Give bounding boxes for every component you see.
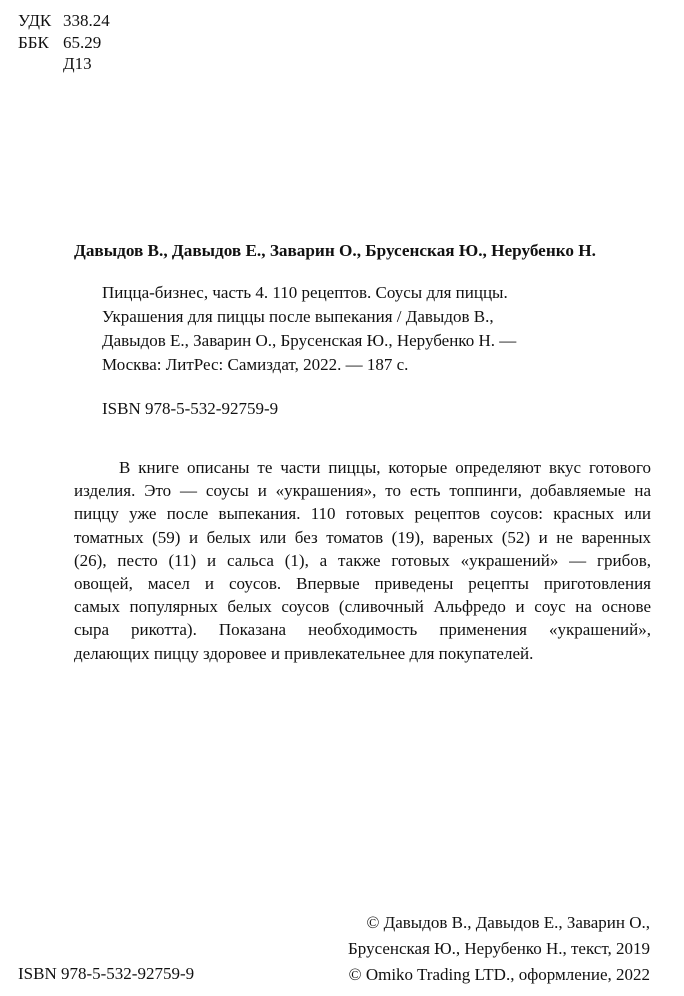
bib-line: Москва: ЛитРес: Самиздат, 2022. — 187 с. [102, 355, 409, 374]
abstract-line: сыра рикотта). Показана необходимость применения «украшений», [74, 620, 651, 640]
abstract-line: делающих пиццу здоровее и привлекательнее для покупателей. [74, 643, 534, 663]
bib-line: Давыдов Е., Заварин О., Брусенская Ю., Нерубенко Н. — [102, 331, 517, 350]
abstract-line: пиццу уже после выпекания. 110 готовых рецептов соусов: красных или [74, 504, 651, 524]
udk-value: 338.24 [63, 11, 110, 30]
copyright-line: © Давыдов В., Давыдов Е., Заварин О., [366, 913, 650, 932]
authors-heading: Давыдов В., Давыдов Е., Заварин О., Брусенская Ю., Нерубенко Н. [74, 241, 596, 260]
udk-row [18, 10, 110, 32]
abstract-line: самых популярных белых соусов (сливочный Альфредо и соус на основе [74, 597, 651, 617]
bbk-value: 65.29 [63, 32, 102, 52]
classification-block [18, 10, 110, 75]
abstract-line: томатных (59) и белых или без томатов (19), вареных (52) и не варенных [74, 527, 651, 547]
footer-isbn: ISBN 978-5-532-92759-9 [18, 964, 195, 983]
isbn: ISBN 978-5-532-92759-9 [102, 399, 279, 418]
abstract-line: В книге описаны те части пиццы, которые определяют вкус готового [119, 458, 651, 477]
abstract-line: (26), песто (11) и сальса (1), а также готовых «украшений» — грибов, [74, 550, 651, 570]
author-mark: Д13 [63, 54, 92, 73]
bib-line: Украшения для пиццы после выпекания / Давыдов В., [102, 307, 494, 326]
copyright-line: © Omiko Trading LTD., оформление, 2022 [348, 965, 650, 984]
udk-label: УДК [18, 11, 52, 30]
bibliographic-description [102, 281, 516, 377]
abstract [74, 456, 651, 665]
abstract-line: изделия. Это — соусы и «украшения», то есть топпинги, добавляемые на [74, 481, 651, 501]
bib-line: Пицца-бизнес, часть 4. 110 рецептов. Соусы для пиццы. [102, 283, 508, 302]
bbk-label: ББК [18, 32, 49, 52]
copyright-line: Брусенская Ю., Нерубенко Н., текст, 2019 [348, 939, 650, 958]
abstract-line: овощей, масел и соусов. Впервые приведены рецепты приготовления [74, 574, 651, 594]
copyright-block [348, 910, 650, 988]
bbk-row [18, 32, 110, 54]
author-mark-row [18, 53, 110, 75]
